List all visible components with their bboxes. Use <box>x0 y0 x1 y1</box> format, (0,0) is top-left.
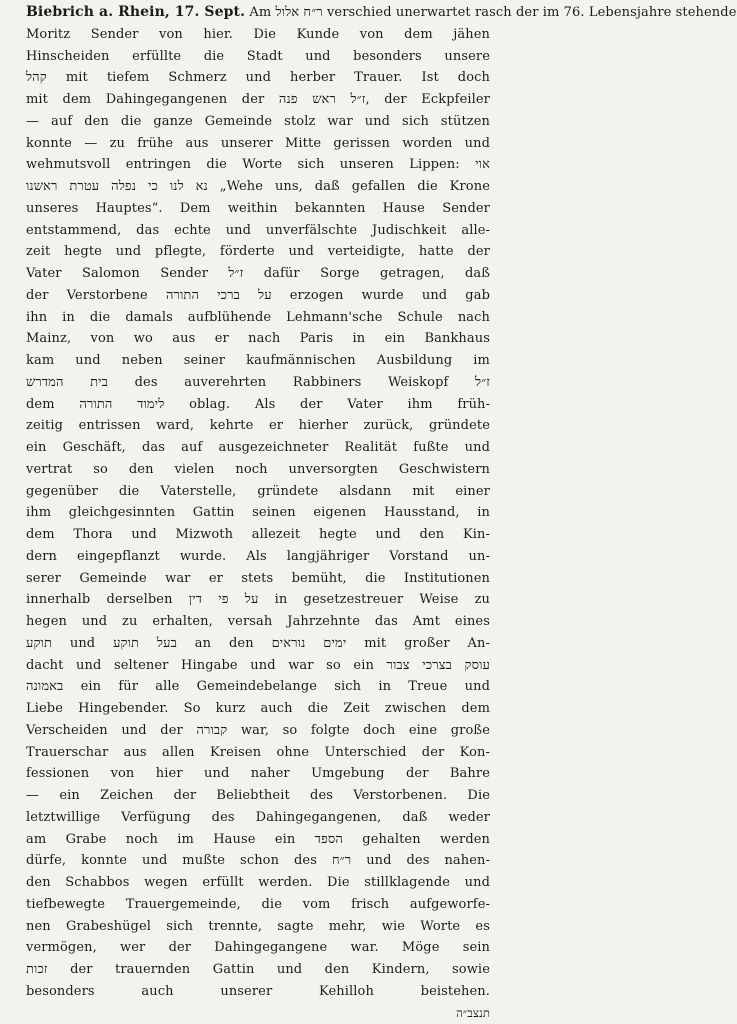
article-line: konnte — zu frühe aus unserer Mitte gerissen worden und <box>26 133 490 155</box>
article-line: תוקע und בעל תוקע an den ימים נוראים mit großer An- <box>26 633 490 655</box>
closing-abbreviation: תנצב״ה <box>456 1006 490 1020</box>
article-line: wehmutsvoll entringen die Worte sich unseren Lippen: אוי <box>26 154 490 176</box>
article-line: am Grabe noch im Hause ein הספד gehalten werden <box>26 829 490 851</box>
article-line: kam und neben seiner kaufmännischen Ausbildung im <box>26 350 490 372</box>
dateline: Biebrich a. Rhein, 17. Sept. <box>26 4 245 20</box>
article-line: innerhalb derselben על פי דין in gesetzestreuer Weise zu <box>26 589 490 611</box>
article-line: Trauerschar aus allen Kreisen ohne Unterschied der Kon- <box>26 742 490 764</box>
article-line: serer Gemeinde war er stets bemüht, die Institutionen <box>26 568 490 590</box>
article-line: Liebe Hingebender. So kurz auch die Zeit zwischen dem <box>26 698 490 720</box>
article-line: letztwillige Verfügung des Dahingegangenen, daß weder <box>26 807 490 829</box>
article-line: dem לימוד התורה oblag. Als der Vater ihm früh- <box>26 394 490 416</box>
article-line: ein Geschäft, das auf ausgezeichneter Realität fußte und <box>26 437 490 459</box>
article-line <box>26 2 490 24</box>
article-line: ihn in die damals aufblühende Lehmann'sche Schule nach <box>26 307 490 329</box>
article-line: dern eingepflanzt wurde. Als langjähriger Vorstand un- <box>26 546 490 568</box>
article-line: ihm gleichgesinnten Gattin seinen eigenen Hausstand, in <box>26 502 490 524</box>
article-line: gegenüber die Vaterstelle, gründete alsdann mit einer <box>26 481 490 503</box>
article-line: den Schabbos wegen erfüllt werden. Die stillklagende und <box>26 872 490 894</box>
article-line: dacht und seltener Hingabe und war so ein עוסק בצרכי צבור <box>26 655 490 677</box>
article-line: dürfe, konnte und mußte schon des ר״ח und des nahen- <box>26 850 490 872</box>
line-text: Am ר״ח אלול verschied unerwartet rasch der im 76. Lebensjahre stehende <box>249 5 736 20</box>
article-line: בית המדרש des auverehrten Rabbiners Weiskopf ז״ל <box>26 372 490 394</box>
closing-line <box>26 1003 490 1024</box>
article-line: tiefbewegte Trauergemeinde, die vom frisch aufgeworfe- <box>26 894 490 916</box>
article-line: Moritz Sender von hier. Die Kunde von dem jähen <box>26 24 490 46</box>
article-line: zeitig entrissen ward, kehrte er hierher zurück, gründete <box>26 415 490 437</box>
article-line: — ein Zeichen der Beliebtheit des Verstorbenen. Die <box>26 785 490 807</box>
article-line: besonders auch unserer Kehilloh beistehen. <box>26 981 490 1003</box>
article-line: hegen und zu erhalten, versah Jahrzehnte das Amt eines <box>26 611 490 633</box>
article-line: קהל mit tiefem Schmerz und herber Trauer. Ist doch <box>26 67 490 89</box>
article-line: vertrat so den vielen noch unversorgten Geschwistern <box>26 459 490 481</box>
article-line: unseres Hauptes“. Dem weithin bekannten Hause Sender <box>26 198 490 220</box>
article-line: entstammend, das echte und unverfälschte Judischkeit alle- <box>26 220 490 242</box>
article-line: fessionen von hier und naher Umgebung der Bahre <box>26 763 490 785</box>
article-line: der Verstorbene על ברכי התורה erzogen wurde und gab <box>26 285 490 307</box>
article-line: Mainz, von wo aus er nach Paris in ein Bankhaus <box>26 328 490 350</box>
article-line: באמונה ein für alle Gemeindebelange sich in Treue und <box>26 676 490 698</box>
article-line: mit dem Dahingegangenen der ז״ל ראש פנה, der Eckpfeiler <box>26 89 490 111</box>
article-line: dem Thora und Mizwoth allezeit hegte und den Kin- <box>26 524 490 546</box>
article-line: Hinscheiden erfüllte die Stadt und besonders unsere <box>26 46 490 68</box>
article-line: zeit hegte und pflegte, förderte und verteidigte, hatte der <box>26 241 490 263</box>
article-line: נא לנו כי נפלה עטרת ראשנו „Wehe uns, daß gefallen die Krone <box>26 176 490 198</box>
article-line: Verscheiden und der קבורה war, so folgte doch eine große <box>26 720 490 742</box>
article-line: — auf den die ganze Gemeinde stolz war und sich stützen <box>26 111 490 133</box>
article-line: nen Grabeshügel sich trennte, sagte mehr, wie Worte es <box>26 916 490 938</box>
article-line: זכות der trauernden Gattin und den Kindern, sowie <box>26 959 490 981</box>
article-line: Vater Salomon Sender ז״ל dafür Sorge getragen, daß <box>26 263 490 285</box>
article-line: vermögen, wer der Dahingegangene war. Möge sein <box>26 937 490 959</box>
